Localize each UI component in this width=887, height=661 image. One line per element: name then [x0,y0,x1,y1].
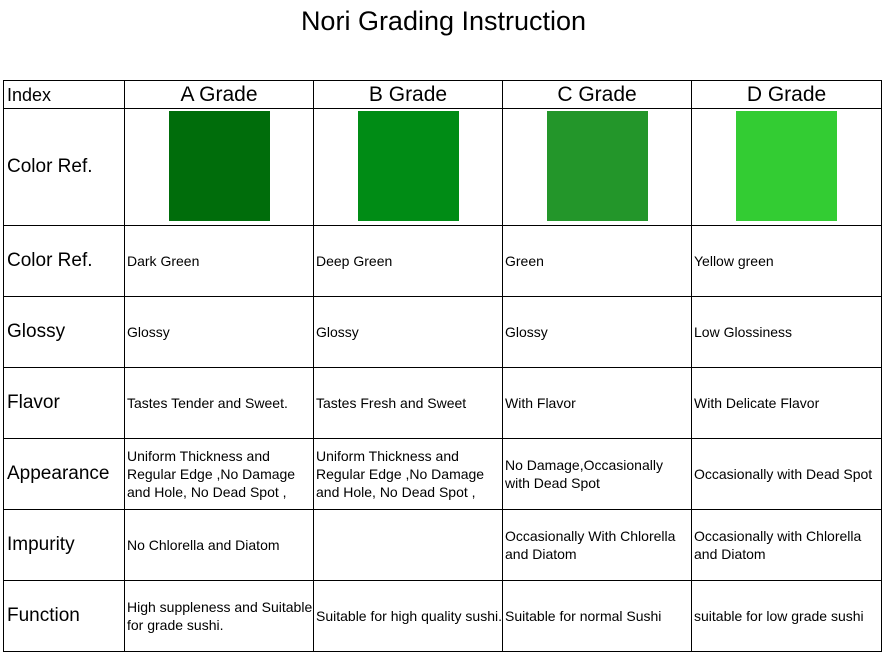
table-row-color-name [4,226,882,297]
table-cell: With Flavor [503,368,692,439]
table-cell: Low Glossiness [692,297,882,368]
color-swatch-c [547,111,648,221]
grading-table [3,80,882,652]
row-label-color-name: Color Ref. [4,226,125,297]
table-cell: Suitable for normal Sushi [503,581,692,652]
table-cell: suitable for low grade sushi [692,581,882,652]
row-label-impurity: Impurity [4,510,125,581]
table-cell: Occasionally with Dead Spot [692,439,882,510]
table-row-appearance [4,439,882,510]
row-label-flavor: Flavor [4,368,125,439]
table-cell: Occasionally With Chlorella and Diatom [503,510,692,581]
row-label-glossy: Glossy [4,297,125,368]
table-cell: No Chlorella and Diatom [125,510,314,581]
grade-header-b: B Grade [314,81,503,109]
row-label-appearance: Appearance [4,439,125,510]
grade-header-c: C Grade [503,81,692,109]
index-header: Index [4,81,125,109]
color-swatch-a [169,111,270,221]
table-cell: Uniform Thickness and Regular Edge ,No Damage and Hole, No Dead Spot , [125,439,314,510]
swatch-cell-c [503,109,692,226]
table-row-impurity [4,510,882,581]
swatch-cell-d [692,109,882,226]
table-cell: Green [503,226,692,297]
swatch-cell-a [125,109,314,226]
table-row-glossy [4,297,882,368]
table-cell: Glossy [503,297,692,368]
table-cell: Glossy [125,297,314,368]
table-cell: Tastes Tender and Sweet. [125,368,314,439]
table-row-function [4,581,882,652]
table-cell: Uniform Thickness and Regular Edge ,No Damage and Hole, No Dead Spot , [314,439,503,510]
table-cell: Yellow green [692,226,882,297]
table-header-row [4,81,882,109]
row-label-color-swatch: Color Ref. [4,109,125,226]
table-cell: Glossy [314,297,503,368]
table-cell: With Delicate Flavor [692,368,882,439]
table-cell [314,510,503,581]
page-title: Nori Grading Instruction [300,6,587,36]
table-cell: High suppleness and Suitable for grade sushi. [125,581,314,652]
swatch-cell-b [314,109,503,226]
table-cell: Tastes Fresh and Sweet [314,368,503,439]
color-swatch-d [736,111,837,221]
color-swatch-row [4,109,882,226]
table-cell: Suitable for high quality sushi. [314,581,503,652]
grade-header-d: D Grade [692,81,882,109]
table-cell: Dark Green [125,226,314,297]
table-cell: Deep Green [314,226,503,297]
color-swatch-b [358,111,459,221]
table-row-flavor [4,368,882,439]
row-label-function: Function [4,581,125,652]
grade-header-a: A Grade [125,81,314,109]
table-cell: Occasionally with Chlorella and Diatom [692,510,882,581]
table-cell: No Damage,Occasionally with Dead Spot [503,439,692,510]
